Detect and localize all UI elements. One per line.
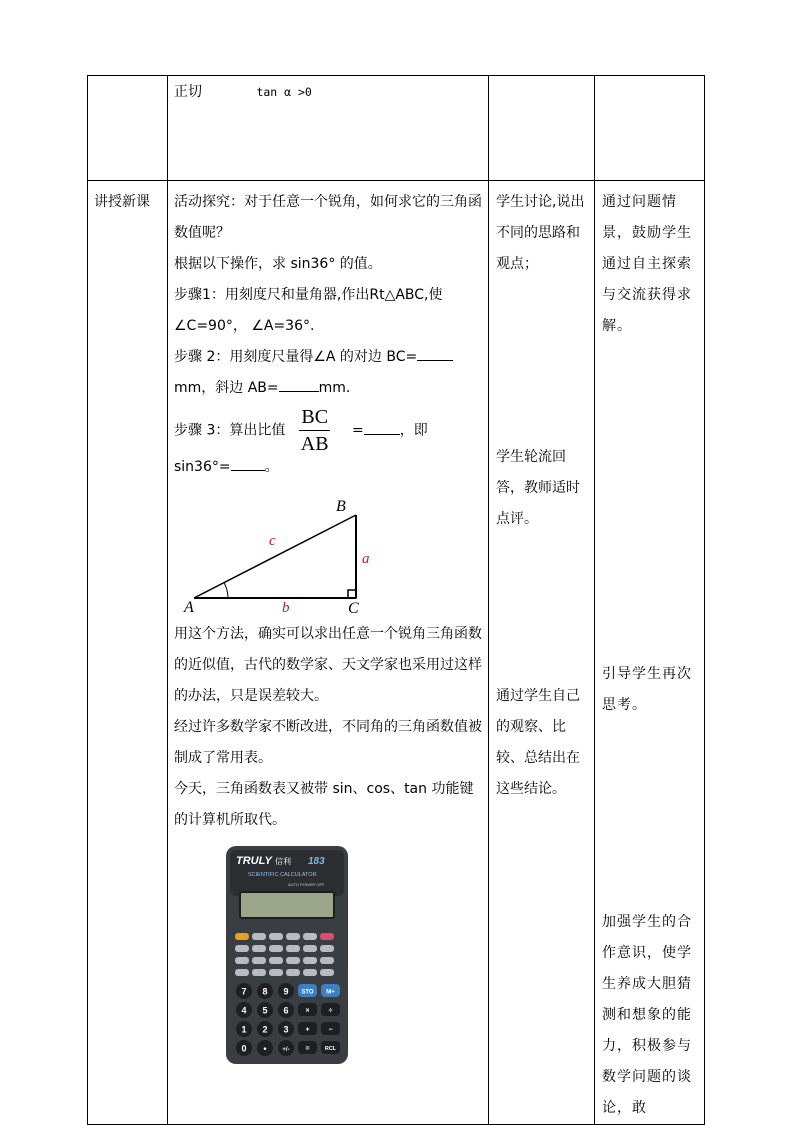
paragraph-instruction: 根据以下操作，求 sin36° 的值。 bbox=[174, 256, 382, 272]
blank-ab bbox=[279, 379, 319, 392]
calculator-model: 183 bbox=[308, 856, 325, 867]
tangent-label: 正切 bbox=[174, 84, 202, 100]
calculator-label: SCIENTIFIC CALCULATOR bbox=[248, 872, 317, 878]
content-cell bbox=[168, 181, 489, 1125]
angle-a-arc bbox=[224, 583, 228, 599]
svg-text:2: 2 bbox=[262, 1024, 268, 1035]
svg-text:6: 6 bbox=[283, 1005, 289, 1016]
label-side-c: c bbox=[269, 533, 276, 549]
table-cell bbox=[595, 76, 705, 181]
svg-text:=: = bbox=[305, 1045, 310, 1053]
label-side-b: b bbox=[282, 600, 290, 613]
svg-text:STO: STO bbox=[301, 989, 314, 996]
paragraph-inquiry: 活动探究：对于任意一个锐角，如何求它的三角函数值呢？ bbox=[174, 194, 482, 241]
svg-text:0: 0 bbox=[241, 1043, 247, 1054]
table-cell bbox=[168, 76, 489, 181]
svg-text:×: × bbox=[305, 1007, 310, 1015]
student-note-answers: 学生轮流回答，教师适时点评。 bbox=[496, 449, 580, 527]
design-intent-cell bbox=[595, 181, 705, 1125]
blank-sin36 bbox=[231, 458, 265, 471]
side-c bbox=[194, 515, 356, 598]
student-note-conclusion: 通过学生自己的观察、比较、总结出在这些结论。 bbox=[496, 688, 580, 797]
student-note-discussion: 学生讨论,说出不同的思路和观点； bbox=[496, 194, 585, 272]
calculator-sub: AUTO POWER OFF bbox=[288, 882, 325, 887]
tangent-formula: tan α >0 bbox=[256, 85, 312, 99]
right-triangle-figure bbox=[174, 483, 414, 613]
svg-text:9: 9 bbox=[283, 986, 289, 997]
table-row bbox=[88, 76, 705, 181]
vertex-b: B bbox=[336, 498, 346, 515]
lesson-plan-table bbox=[87, 75, 705, 1125]
svg-text:+/-: +/- bbox=[282, 1047, 290, 1053]
svg-text:RCL: RCL bbox=[324, 1046, 337, 1052]
svg-text:5: 5 bbox=[262, 1005, 268, 1016]
calculator-drawing bbox=[226, 846, 348, 1064]
intent-note-inquiry: 通过问题情景，鼓励学生通过自主探索与交流获得求解。 bbox=[602, 194, 692, 334]
svg-text:1: 1 bbox=[241, 1024, 247, 1035]
paragraph-calculator: 今天，三角函数表又被带 sin、cos、tan 功能键的计算机所取代。 bbox=[174, 781, 474, 828]
vertex-c: C bbox=[348, 600, 359, 613]
intent-note-reflection: 引导学生再次思考。 bbox=[602, 666, 692, 713]
svg-text:7: 7 bbox=[241, 986, 247, 997]
section-label: 讲授新课 bbox=[94, 194, 150, 210]
svg-text:3: 3 bbox=[283, 1024, 289, 1035]
shift-key bbox=[235, 933, 249, 940]
table-cell bbox=[489, 76, 595, 181]
section-label-cell bbox=[88, 181, 168, 1125]
blank-bc bbox=[417, 348, 453, 361]
table-cell bbox=[88, 76, 168, 181]
svg-text:4: 4 bbox=[241, 1005, 247, 1016]
vertex-a: A bbox=[184, 599, 194, 613]
svg-text:M+: M+ bbox=[326, 989, 335, 996]
label-side-a: a bbox=[362, 551, 370, 567]
paragraph-method: 用这个方法，确实可以求出任意一个锐角三角函数的近似值，古代的数学家、天文学家也采用过这样的办法，只是误差较大。 bbox=[174, 626, 482, 704]
paragraph-step2: 步骤 2：用刻度尺量得∠A 的对边 BC=mm，斜边 AB= mm. bbox=[174, 342, 482, 404]
calculator-image bbox=[226, 846, 348, 1064]
svg-text:8: 8 bbox=[262, 986, 268, 997]
paragraph-tables: 经过许多数学家不断改进，不同角的三角函数值被制成了常用表。 bbox=[174, 719, 482, 766]
svg-text:÷: ÷ bbox=[328, 1007, 333, 1015]
right-angle-mark bbox=[348, 590, 356, 598]
blank-ratio bbox=[364, 422, 400, 435]
intent-note-cooperation: 加强学生的合作意识，使学生养成大胆猜测和想象的能力，积极参与数学问题的谈论，敢 bbox=[602, 914, 692, 1116]
svg-text:+: + bbox=[305, 1026, 310, 1034]
student-activity-cell bbox=[489, 181, 595, 1125]
calculator-screen bbox=[240, 892, 334, 918]
fraction-bc-ab: $\frac{BC}{AB}$ bbox=[300, 406, 329, 455]
calculator-brand: TRULY bbox=[236, 855, 272, 867]
paragraph-step3: 步骤 3：算出比值 $\frac{BC}{AB}$ = ，即 sin36°= 。 bbox=[174, 406, 428, 475]
paragraph-step1: 步骤1：用刻度尺和量角器,作出Rt△ABC,使∠C=90°， ∠A=36°. bbox=[174, 287, 443, 334]
svg-text:−: − bbox=[328, 1026, 333, 1034]
calculator-brand-cn: 信利 bbox=[275, 857, 291, 866]
table-row bbox=[88, 181, 705, 1125]
clear-key bbox=[320, 933, 334, 940]
svg-text:•: • bbox=[263, 1043, 267, 1054]
